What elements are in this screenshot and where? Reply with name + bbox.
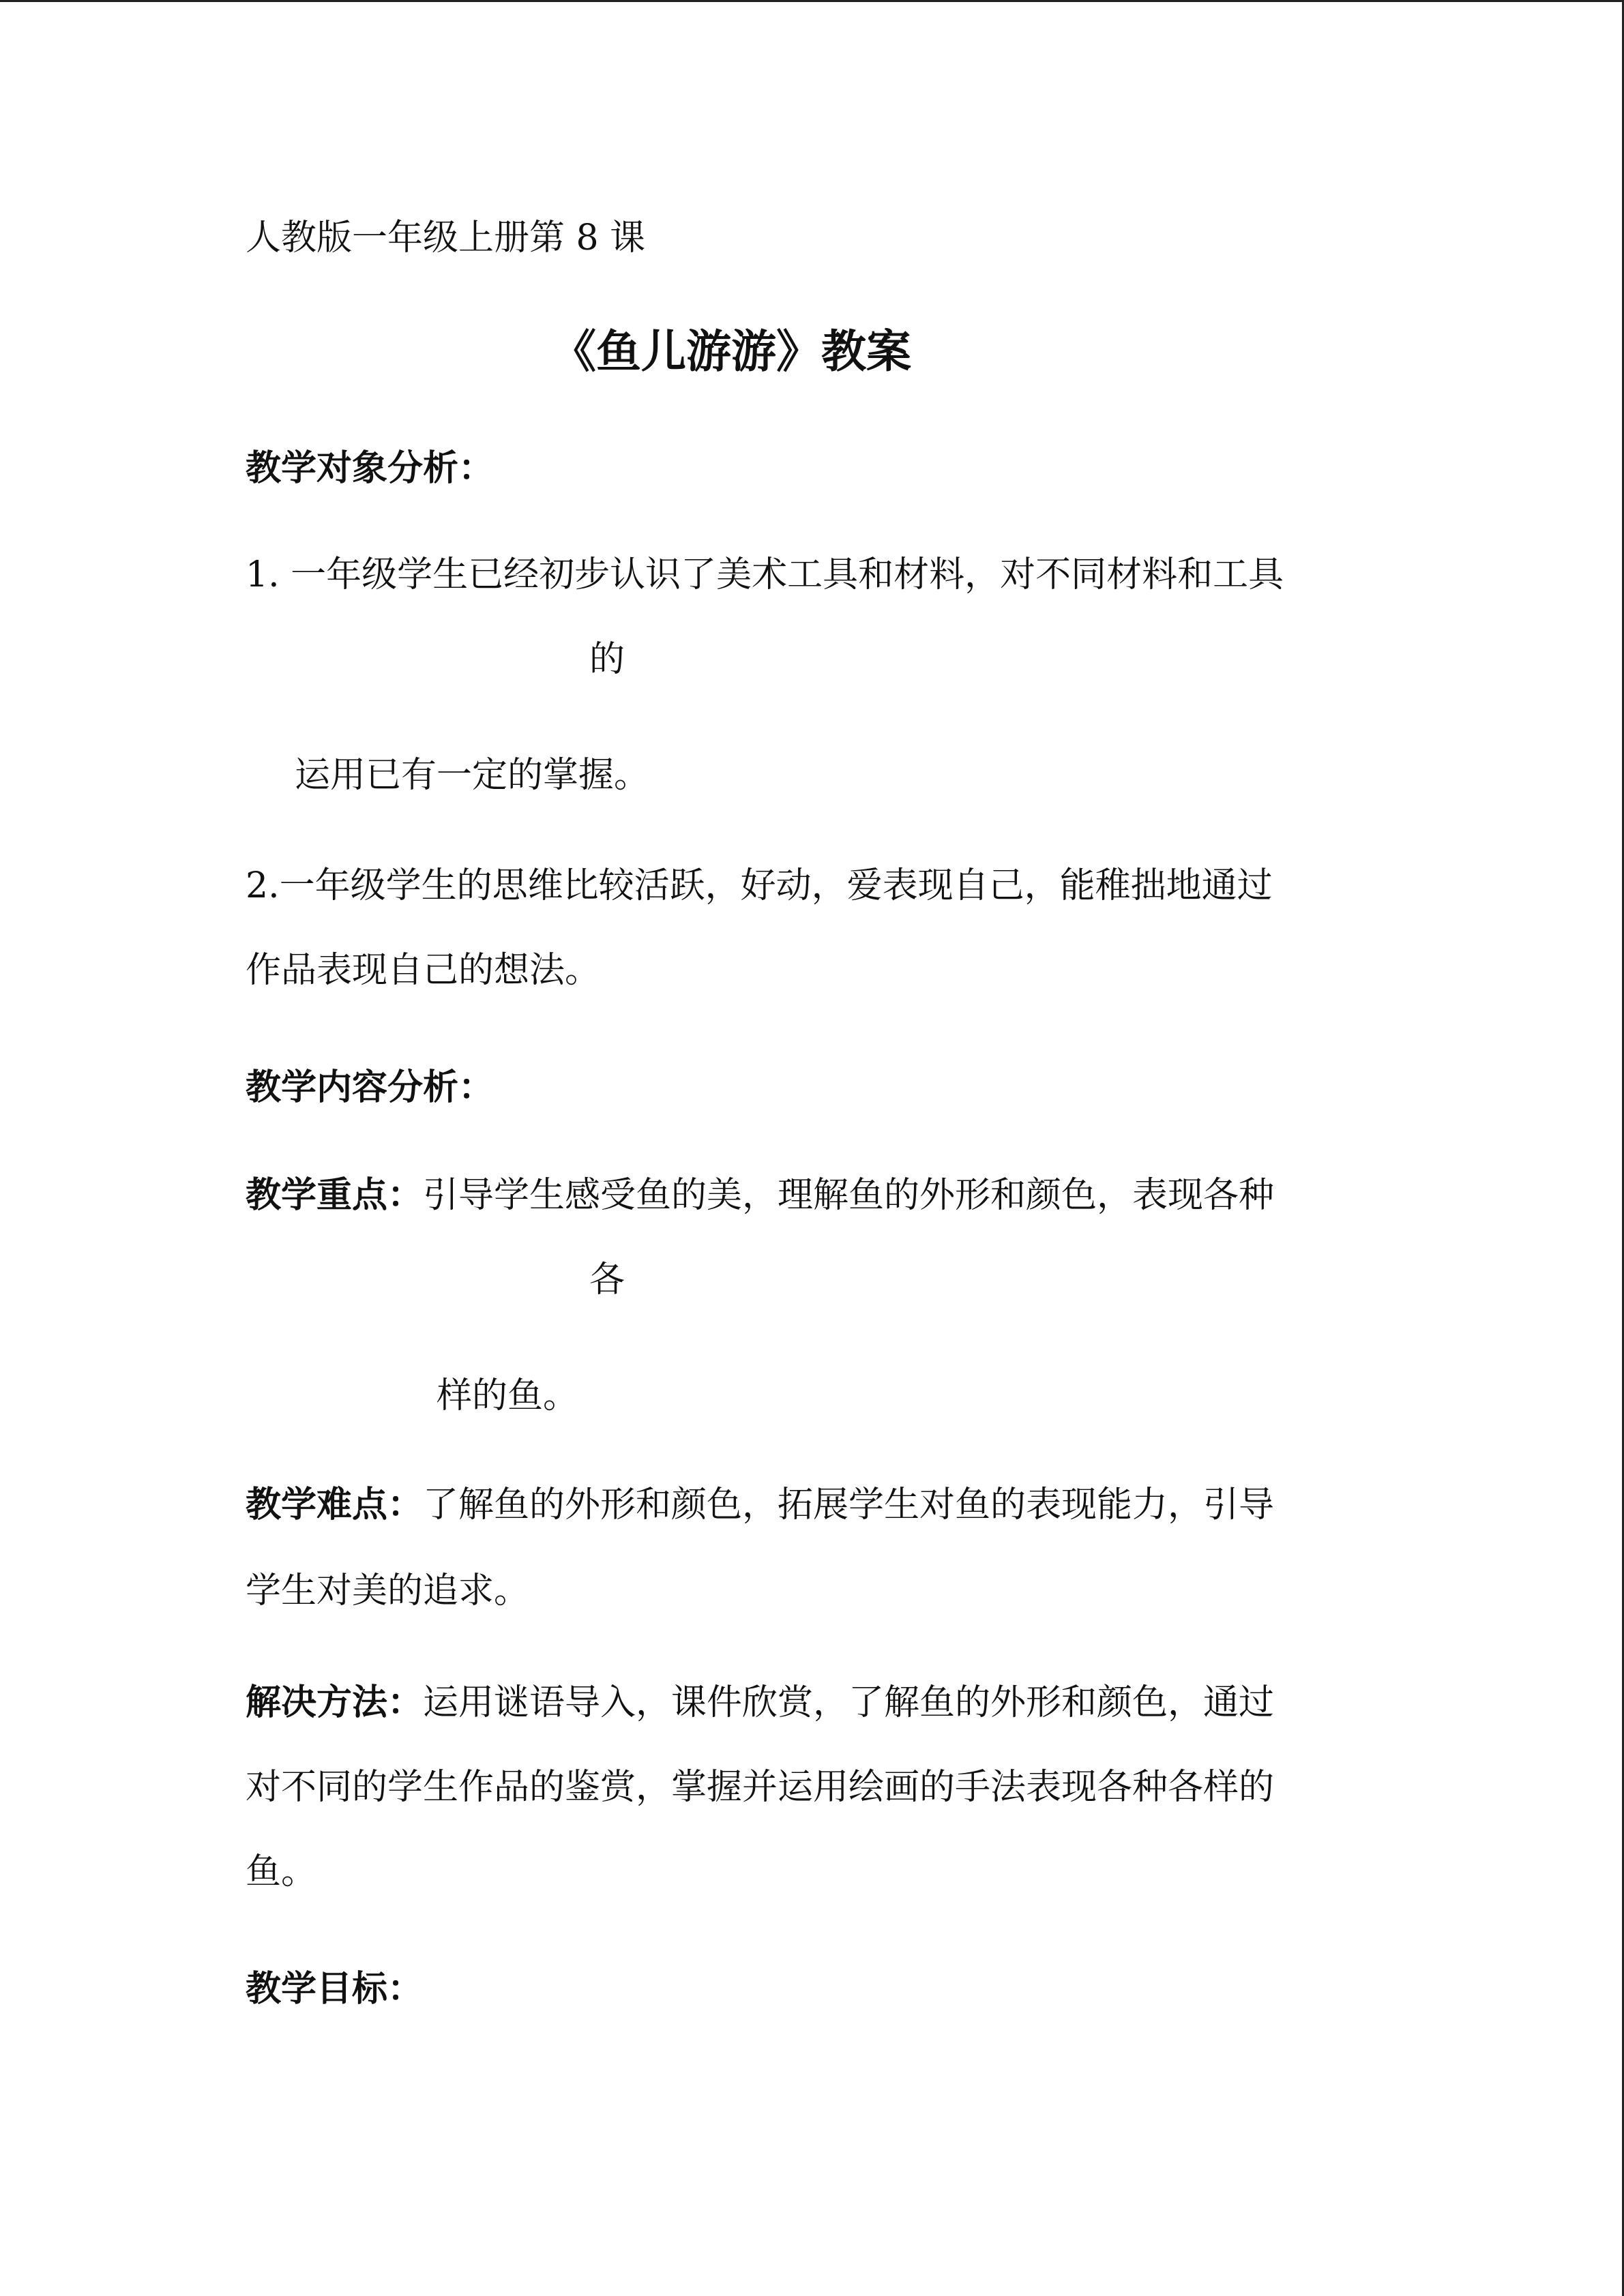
keypoint-line2: 各 (589, 1259, 625, 1300)
method-line1 (246, 1682, 1274, 1724)
keypoint-text: 引导学生感受鱼的美，理解鱼的外形和颜色，表现各种 (423, 1175, 1275, 1216)
method-text: 运用谜语导入，课件欣赏，了解鱼的外形和颜色，通过 (423, 1682, 1275, 1723)
method-label: 解决方法： (246, 1682, 424, 1723)
item1-line1: 1. 一年级学生已经初步认识了美术工具和材料，对不同材料和工具 (246, 554, 1284, 595)
top-border (0, 0, 1624, 2)
keypoint-line1 (246, 1174, 1274, 1217)
difficulty-line1 (246, 1484, 1274, 1526)
document-title: 《鱼儿游游》教案 (551, 325, 911, 378)
difficulty-text: 了解鱼的外形和颜色，拓展学生对鱼的表现能力，引导 (423, 1485, 1275, 1525)
section-heading-object-analysis: 教学对象分析： (246, 448, 494, 489)
lesson-header: 人教版一年级上册第 8 课 (246, 218, 646, 258)
item1-line3: 运用已有一定的掌握。 (295, 755, 650, 796)
method-line2: 对不同的学生作品的鉴赏，掌握并运用绘画的手法表现各种各样的 (246, 1767, 1275, 1808)
item2-line1: 2.一年级学生的思维比较活跃，好动，爱表现自己，能稚拙地通过 (246, 865, 1273, 906)
keypoint-label: 教学重点： (246, 1175, 424, 1216)
difficulty-line2: 学生对美的追求。 (246, 1570, 530, 1611)
section-heading-teaching-goals: 教学目标： (246, 1969, 424, 2010)
method-line3: 鱼。 (246, 1851, 317, 1892)
item1-line2: 的 (589, 639, 625, 680)
item2-line2: 作品表现自己的想法。 (246, 950, 601, 991)
section-heading-content-analysis: 教学内容分析： (246, 1067, 494, 1108)
difficulty-label: 教学难点： (246, 1485, 424, 1525)
keypoint-line3: 样的鱼。 (437, 1375, 579, 1416)
